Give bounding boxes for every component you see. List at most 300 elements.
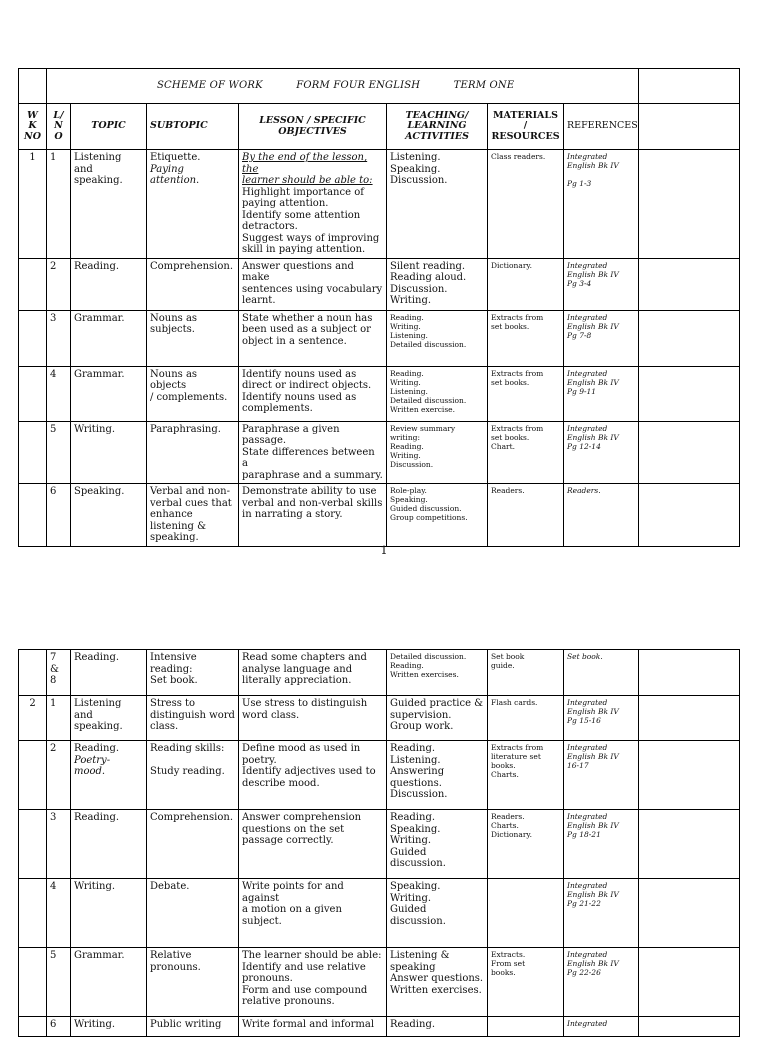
cell-line: Discussion.: [390, 789, 448, 800]
materials-cell: [488, 366, 564, 421]
cell-line: Chart.: [491, 441, 516, 451]
cell-line: Verbal and non-: [150, 486, 231, 497]
cell-line: English Bk IV: [567, 269, 619, 279]
lesson-number-cell: 4: [47, 366, 71, 421]
topic-cell: [71, 810, 147, 879]
materials-cell: [488, 310, 564, 366]
cell-line: Speaking.: [390, 163, 441, 175]
cell-line: Extracts from: [491, 312, 544, 322]
extra-cell: [639, 421, 740, 484]
activities-cell: [387, 948, 488, 1017]
activities-cell: [387, 650, 488, 696]
cell-line: discussion.: [390, 858, 446, 869]
cell-line: Extracts from: [491, 423, 544, 433]
topic-cell: [71, 258, 147, 310]
cell-line: pronouns.: [242, 973, 293, 984]
cell-line: Guided: [390, 904, 427, 915]
topic-cell: [71, 1017, 147, 1037]
cell-line: Integrated: [567, 743, 608, 752]
cell-line: Comprehension.: [150, 260, 234, 272]
cell-line: Written exercises.: [390, 984, 482, 996]
references-cell: [564, 310, 639, 366]
cell-line: Class readers.: [491, 152, 546, 161]
objectives-cell: [239, 1017, 387, 1037]
cell-line: Identify some attention: [242, 209, 361, 221]
cell-line: From set: [491, 959, 526, 968]
materials-cell: [488, 696, 564, 741]
subtopic-cell: [147, 741, 239, 810]
cell-line: questions on the set: [242, 823, 345, 835]
materials-cell: [488, 1017, 564, 1037]
header-objectives: LESSON / SPECIFIC OBJECTIVES: [239, 104, 387, 150]
cell-line: Write points for and against: [242, 881, 344, 904]
table-row: [19, 258, 740, 310]
lesson-number-cell: [47, 1017, 71, 1037]
activities-cell: [387, 258, 488, 310]
activities-cell: [387, 310, 488, 366]
cell-line: subjects.: [150, 324, 195, 335]
lesson-number-cell: [47, 741, 71, 810]
cell-line: Form and use compound: [242, 984, 368, 996]
activities-cell: [387, 810, 488, 879]
title-form: FORM FOUR ENGLISH: [296, 80, 421, 92]
cell-line: English Bk IV: [567, 821, 619, 830]
topic-cell: [71, 696, 147, 741]
objectives-cell: [239, 948, 387, 1017]
references-cell: [564, 150, 639, 259]
table-row: [19, 1017, 740, 1037]
title-row: [19, 69, 740, 104]
subtopic-cell: [147, 484, 239, 547]
cell-line: Detailed discussion.: [390, 652, 467, 661]
table-row: [19, 810, 740, 879]
page-number: 1: [380, 544, 388, 557]
cell-line: Reading.: [390, 1019, 436, 1030]
cell-line: English Bk IV: [567, 959, 619, 968]
cell-line: Writing.: [390, 892, 432, 904]
cell-line: Discussion.: [390, 283, 448, 295]
cell-line: set books.: [491, 321, 530, 331]
cell-line: Reading.: [74, 743, 120, 754]
cell-line: Dictionary.: [491, 260, 533, 270]
title-blank-cell: [19, 69, 47, 104]
references-cell: [564, 948, 639, 1017]
week-cell: [19, 948, 47, 1017]
cell-line: Set book.: [567, 652, 603, 661]
cell-line: The learner should be able:: [242, 950, 382, 961]
cell-line: Listening and: [74, 698, 122, 721]
header-extra: [639, 104, 740, 150]
cell-line: 4: [50, 881, 57, 892]
subtopic-cell: [147, 696, 239, 741]
lesson-number-cell: 3: [47, 310, 71, 366]
cell-line: describe mood.: [242, 777, 320, 789]
activities-cell: [387, 366, 488, 421]
topic-cell: [71, 879, 147, 948]
subtopic-cell: [147, 258, 239, 310]
header-topic: TOPIC: [71, 104, 147, 150]
cell-line: passage correctly.: [242, 835, 334, 846]
cell-line: Answering: [390, 766, 445, 777]
table-row: [19, 421, 740, 484]
cell-line: Grammar.: [74, 312, 125, 324]
cell-line: Pg 7-8: [567, 330, 592, 340]
cell-line: Dictionary.: [491, 830, 533, 839]
cell-line: Speaking.: [390, 881, 441, 892]
cell-line: Discussion.: [390, 459, 434, 469]
cell-line: paying attention.: [242, 198, 329, 209]
references-cell: [564, 366, 639, 421]
objectives-cell: [239, 150, 387, 259]
page-1-rows: [19, 150, 740, 547]
cell-line: Paraphrasing.: [150, 423, 221, 435]
cell-line: been used as a subject or: [242, 324, 371, 335]
lesson-number-cell: [47, 696, 71, 741]
topic-cell: [71, 650, 147, 696]
activities-cell: [387, 150, 488, 259]
cell-line: State differences between a: [242, 446, 375, 469]
references-cell: [564, 741, 639, 810]
cell-line: 1: [50, 698, 57, 709]
extra-cell: [639, 650, 740, 696]
activities-cell: [387, 741, 488, 810]
document-title: [47, 69, 639, 104]
activities-cell: [387, 1017, 488, 1037]
week-cell: [19, 1017, 47, 1037]
references-cell: [564, 258, 639, 310]
subtopic-cell: [147, 150, 239, 259]
subtopic-cell: [147, 650, 239, 696]
week-cell: 2: [19, 696, 47, 741]
objectives-cell: [239, 741, 387, 810]
cell-line: Reading.: [390, 368, 424, 378]
cell-line: Pg 9-11: [567, 386, 597, 396]
cell-line: Use stress to distinguish: [242, 698, 368, 709]
cell-line: Reading.: [390, 661, 424, 670]
extra-cell: [639, 484, 740, 547]
cell-line: Answer questions.: [390, 973, 484, 984]
objectives-cell: [239, 366, 387, 421]
header-references: REFERENCES: [564, 104, 639, 150]
cell-line: Integrated: [567, 423, 608, 433]
subtopic-cell: [147, 310, 239, 366]
cell-line: Detailed discussion.: [390, 339, 467, 349]
cell-line: Stress to: [150, 698, 196, 709]
cell-line: Define mood as used in: [242, 743, 361, 754]
cell-line: Integrated: [567, 812, 608, 821]
cell-line: learner should be able to:: [242, 175, 373, 186]
cell-line: Listening.: [390, 386, 428, 396]
cell-line: in narrating a story.: [242, 509, 343, 520]
cell-line: Identify and use relative: [242, 961, 366, 973]
cell-line: Reading.: [390, 812, 436, 823]
cell-line: Review summary: [390, 423, 456, 433]
cell-line: Integrated: [567, 152, 608, 161]
references-cell: [564, 810, 639, 879]
cell-line: By the end of the lesson, the: [242, 152, 368, 175]
cell-line: Group competitions.: [390, 513, 468, 522]
cell-line: word class.: [242, 709, 300, 721]
cell-line: reading:: [150, 663, 193, 675]
cell-line: Writing.: [390, 835, 432, 846]
extra-cell: [639, 696, 740, 741]
extra-cell: [639, 150, 740, 259]
cell-line: Detailed discussion.: [390, 395, 467, 405]
cell-line: Reading.: [74, 260, 120, 272]
header-subtopic: SUBTOPIC: [147, 104, 239, 150]
references-cell: [564, 879, 639, 948]
references-cell: [564, 1017, 639, 1037]
week-cell: [19, 310, 47, 366]
cell-line: learnt.: [242, 295, 276, 306]
objectives-cell: [239, 879, 387, 948]
cell-line: Grammar.: [74, 368, 125, 380]
cell-line: books.: [491, 968, 516, 977]
cell-line: enhance: [150, 509, 193, 520]
cell-line: Extracts from: [491, 743, 544, 752]
cell-line: supervision.: [390, 709, 452, 721]
cell-line: Answer comprehension: [242, 812, 362, 823]
cell-line: English Bk IV: [567, 161, 619, 170]
week-cell: [19, 366, 47, 421]
cell-line: Role-play.: [390, 486, 427, 495]
lesson-number-cell: 1: [47, 150, 71, 259]
cell-line: Read some chapters and: [242, 652, 367, 663]
objectives-cell: [239, 484, 387, 547]
title-term: TERM ONE: [453, 80, 515, 92]
cell-line: Write formal and informal: [242, 1019, 375, 1030]
cell-line: Suggest ways of improving: [242, 232, 380, 244]
cell-line: Readers.: [491, 812, 525, 821]
cell-line: Speaking.: [390, 495, 428, 504]
cell-line: Paying attention.: [150, 163, 200, 186]
cell-line: Integrated: [567, 368, 608, 378]
cell-line: distinguish word: [150, 709, 235, 721]
cell-line: Integrated: [567, 950, 608, 959]
references-cell: [564, 696, 639, 741]
activities-cell: [387, 421, 488, 484]
cell-line: analyse language and: [242, 663, 353, 675]
cell-line: Written exercises.: [390, 670, 459, 679]
cell-line: Reading.: [74, 812, 120, 823]
header-activities: TEACHING/ LEARNING ACTIVITIES: [387, 104, 488, 150]
table-row: [19, 484, 740, 547]
cell-line: sentences using vocabulary: [242, 283, 383, 295]
topic-cell: [71, 484, 147, 547]
extra-cell: [639, 310, 740, 366]
cell-line: Comprehension.: [150, 812, 234, 823]
topic-cell: [71, 948, 147, 1017]
week-cell: [19, 421, 47, 484]
cell-line: Debate.: [150, 881, 190, 892]
lesson-number-cell: [47, 879, 71, 948]
cell-line: Reading.: [390, 312, 424, 322]
materials-cell: [488, 650, 564, 696]
cell-line: 6: [50, 1019, 57, 1030]
cell-line: Group work.: [390, 721, 454, 732]
cell-line: Listening and: [74, 152, 122, 175]
cell-line: 5: [50, 950, 57, 961]
cell-line: English Bk IV: [567, 752, 619, 761]
cell-line: Pg 3-4: [567, 278, 592, 288]
week-cell: [19, 258, 47, 310]
cell-line: Reading.: [390, 743, 436, 754]
header-row: [19, 104, 740, 150]
cell-line: complements.: [242, 403, 313, 414]
cell-line: Integrated: [567, 881, 608, 890]
week-cell: [19, 650, 47, 696]
cell-line: Nouns as: [150, 312, 198, 324]
cell-line: Written exercise.: [390, 404, 455, 414]
subtopic-cell: [147, 810, 239, 879]
cell-line: Relative: [150, 950, 192, 961]
references-cell: [564, 421, 639, 484]
week-cell: [19, 741, 47, 810]
extra-cell: [639, 1017, 740, 1037]
cell-line: a motion on a given subject.: [242, 904, 342, 927]
cell-line: / complements.: [150, 391, 228, 403]
cell-line: Extracts.: [491, 950, 526, 959]
title-extra-cell: [639, 69, 740, 104]
topic-cell: [71, 310, 147, 366]
cell-line: Highlight importance of: [242, 186, 364, 198]
cell-line: paraphrase and a summary.: [242, 469, 383, 481]
table-row: [19, 150, 740, 259]
cell-line: English Bk IV: [567, 432, 619, 442]
lesson-number-cell: [47, 810, 71, 879]
objectives-cell: [239, 810, 387, 879]
scheme-table-page-2: [18, 649, 740, 1037]
cell-line: speaking.: [150, 532, 199, 543]
extra-cell: [639, 741, 740, 810]
cell-line: Speaking.: [74, 486, 125, 497]
cell-line: speaking.: [74, 721, 123, 732]
cell-line: Writing.: [74, 1019, 116, 1030]
cell-line: object in a sentence.: [242, 335, 347, 347]
cell-line: Demonstrate ability to use: [242, 486, 377, 497]
subtopic-cell: [147, 948, 239, 1017]
lesson-number-cell: [47, 948, 71, 1017]
topic-cell: [71, 150, 147, 259]
cell-line: Extracts from: [491, 368, 544, 378]
subtopic-cell: [147, 366, 239, 421]
cell-line: listening &: [150, 520, 207, 532]
extra-cell: [639, 366, 740, 421]
cell-line: questions.: [390, 777, 442, 789]
extra-cell: [639, 258, 740, 310]
cell-line: English Bk IV: [567, 707, 619, 716]
cell-line: Writing.: [74, 423, 116, 435]
cell-line: English Bk IV: [567, 890, 619, 899]
extra-cell: [639, 879, 740, 948]
cell-line: &: [50, 663, 59, 675]
cell-line: Charts.: [491, 770, 519, 779]
cell-line: English Bk IV: [567, 377, 619, 387]
cell-line: Intensive: [150, 652, 197, 663]
materials-cell: [488, 150, 564, 259]
cell-line: Integrated: [567, 312, 608, 322]
cell-line: Set book.: [150, 675, 198, 686]
cell-line: Pg 22-26: [567, 968, 601, 977]
activities-cell: [387, 879, 488, 948]
page-2-rows: [19, 650, 740, 1037]
cell-line: Pg 21-22: [567, 899, 601, 908]
cell-line: 8: [50, 675, 57, 686]
topic-cell: [71, 741, 147, 810]
topic-cell: [71, 366, 147, 421]
cell-line: Guided practice &: [390, 698, 484, 709]
cell-line: Public writing: [150, 1019, 222, 1030]
cell-line: Nouns as objects: [150, 368, 198, 391]
cell-line: verbal cues that: [150, 497, 232, 509]
cell-line: poetry.: [242, 754, 277, 766]
cell-line: Guided discussion.: [390, 504, 462, 513]
table-row: [19, 741, 740, 810]
cell-line: Poetry- mood.: [74, 754, 111, 777]
cell-line: Pg 18-21: [567, 830, 601, 839]
materials-cell: [488, 948, 564, 1017]
title-scheme: SCHEME OF WORK: [157, 80, 263, 92]
cell-line: Pg 1-3: [567, 179, 592, 188]
topic-cell: [71, 421, 147, 484]
cell-line: Charts.: [491, 821, 519, 830]
cell-line: Identify adjectives used to: [242, 766, 376, 777]
references-cell: [564, 650, 639, 696]
lesson-number-cell: 5: [47, 421, 71, 484]
cell-line: Writing.: [390, 321, 421, 331]
cell-line: Grammar.: [74, 950, 125, 961]
cell-line: Answer questions and make: [242, 260, 354, 283]
cell-line: [567, 170, 635, 179]
cell-line: Silent reading.: [390, 260, 466, 272]
materials-cell: [488, 258, 564, 310]
cell-line: Etiquette.: [150, 152, 201, 163]
table-row: [19, 650, 740, 696]
cell-line: relative pronouns.: [242, 996, 335, 1007]
cell-line: books.: [491, 761, 516, 770]
subtopic-cell: [147, 421, 239, 484]
cell-line: Listening &: [390, 950, 450, 961]
cell-line: 3: [50, 812, 57, 823]
cell-line: class.: [150, 721, 179, 732]
objectives-cell: [239, 310, 387, 366]
lesson-number-cell: [47, 650, 71, 696]
cell-line: Reading skills:: [150, 743, 225, 754]
activities-cell: [387, 696, 488, 741]
cell-line: Guided: [390, 846, 427, 858]
week-cell: [19, 810, 47, 879]
cell-line: Reading aloud.: [390, 272, 467, 283]
cell-line: Listening.: [390, 754, 441, 766]
cell-line: [150, 755, 235, 767]
materials-cell: [488, 484, 564, 547]
cell-line: Pg 15-16: [567, 716, 601, 725]
table-row: [19, 310, 740, 366]
cell-line: Writing.: [390, 377, 421, 387]
materials-cell: [488, 879, 564, 948]
cell-line: writing:: [390, 432, 420, 442]
cell-line: Listening.: [390, 330, 428, 340]
cell-line: Paraphrase a given passage.: [242, 423, 340, 446]
header-materials: MATERIALS / RESOURCES: [488, 104, 564, 150]
cell-line: Integrated: [567, 698, 608, 707]
week-cell: [19, 879, 47, 948]
cell-line: literally appreciation.: [242, 675, 352, 686]
lesson-number-cell: 2: [47, 258, 71, 310]
cell-line: Reading.: [390, 441, 424, 451]
cell-line: Pg 12-14: [567, 441, 601, 451]
cell-line: Speaking.: [390, 823, 441, 835]
